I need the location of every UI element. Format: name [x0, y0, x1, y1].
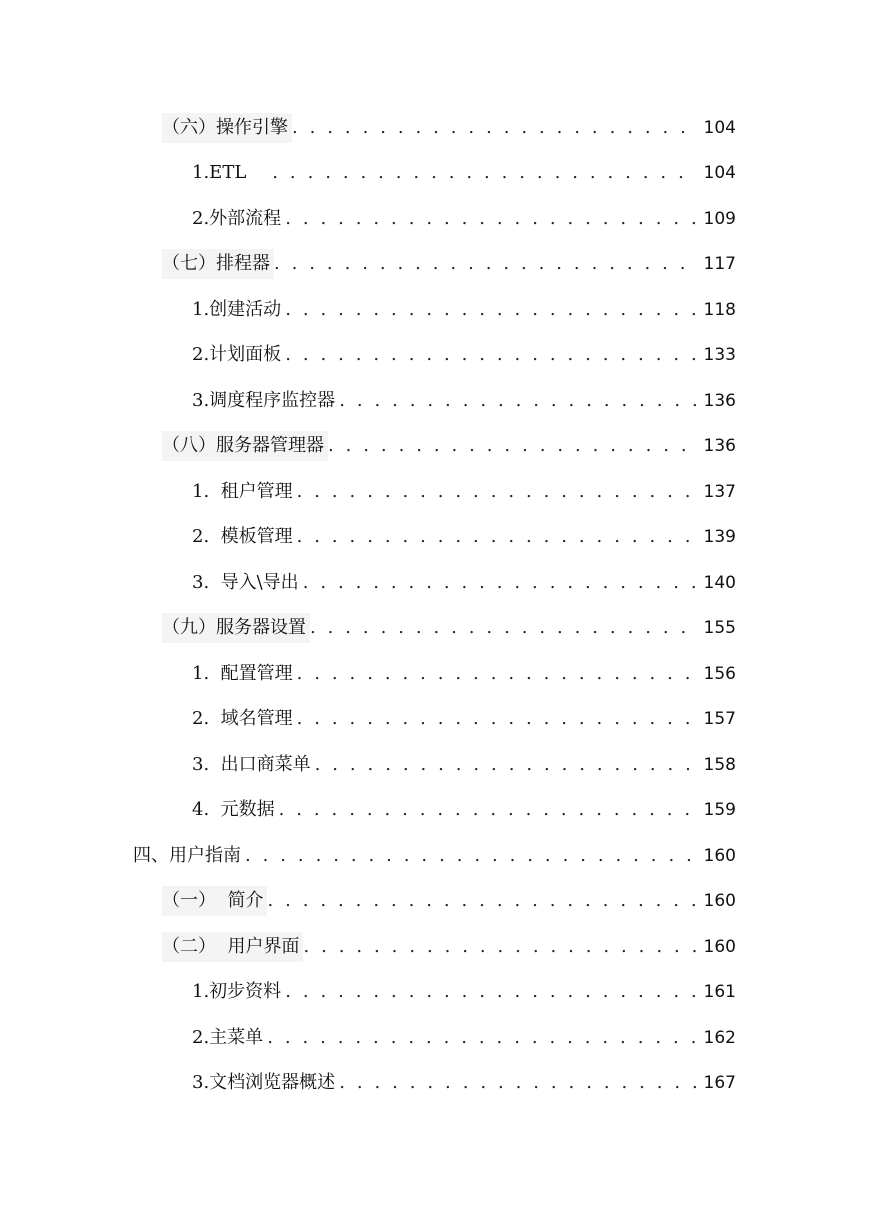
toc-entry-page: 140: [703, 573, 736, 593]
toc-leader-dots: [297, 522, 696, 552]
toc-entry[interactable]: [133, 841, 736, 871]
toc-entry-page: 156: [703, 664, 736, 684]
toc-entry[interactable]: [162, 249, 736, 279]
toc-leader-dots: [303, 568, 696, 598]
toc-entry-title: 1.初步资料: [192, 981, 282, 1002]
toc-entry-title: （二） 用户界面: [162, 932, 303, 962]
toc-entry-page: 136: [703, 391, 736, 411]
toc-entry[interactable]: [192, 977, 736, 1007]
toc-entry[interactable]: [192, 522, 736, 552]
toc-leader-dots: [303, 932, 695, 962]
toc-entry-title: 四、用户指南: [133, 845, 241, 866]
toc-leader-dots: [292, 113, 696, 143]
toc-leader-dots: [279, 795, 696, 825]
toc-entry[interactable]: [192, 1023, 736, 1053]
toc-entry-page: 155: [703, 618, 736, 638]
toc-entry-page: 161: [703, 982, 736, 1002]
toc-entry-title: 2.主菜单: [192, 1027, 264, 1048]
toc-entry-title: 3. 出口商菜单: [192, 754, 311, 775]
toc-entry-page: 109: [703, 209, 736, 229]
toc-entry-page: 118: [703, 300, 736, 320]
toc-entry[interactable]: [192, 750, 736, 780]
toc-entry-page: 167: [703, 1073, 736, 1093]
toc-entry[interactable]: [192, 1068, 736, 1098]
toc-leader-dots: [328, 431, 696, 461]
toc-entry[interactable]: [162, 431, 736, 461]
toc-leader-dots: [285, 204, 695, 234]
toc-leader-dots: [285, 340, 695, 370]
toc-entry-page: 104: [703, 118, 736, 138]
toc-entry[interactable]: [192, 568, 736, 598]
toc-entry[interactable]: [162, 886, 736, 916]
toc-entry[interactable]: [192, 340, 736, 370]
toc-entry[interactable]: [192, 477, 736, 507]
toc-leader-dots: [285, 977, 695, 1007]
toc-entry[interactable]: [162, 613, 736, 643]
toc-leader-dots: [267, 1023, 695, 1053]
toc-entry[interactable]: [192, 204, 736, 234]
toc-entry-title: 2.计划面板: [192, 344, 282, 365]
toc-entry-title: 2.外部流程: [192, 208, 282, 229]
toc-entry-title: 1.创建活动: [192, 299, 282, 320]
toc-entry-page: 137: [703, 482, 736, 502]
toc-entry-page: 158: [703, 755, 736, 775]
toc-entry-page: 133: [703, 345, 736, 365]
toc-entry-title: 4. 元数据: [192, 799, 275, 820]
toc-leader-dots: [339, 1068, 695, 1098]
toc-entry-title: 2. 域名管理: [192, 708, 293, 729]
toc-entry-page: 136: [703, 436, 736, 456]
toc-entry-page: 157: [703, 709, 736, 729]
toc-entry-title: （七）排程器: [162, 249, 274, 279]
toc-leader-dots: [245, 841, 696, 871]
toc-entry-title: 3.调度程序监控器: [192, 390, 336, 411]
toc-leader-dots: [272, 158, 695, 188]
toc-entry-page: 159: [703, 800, 736, 820]
toc-entry-title: 3. 导入\导出: [192, 572, 299, 593]
toc-leader-dots: [297, 704, 696, 734]
toc-entry-page: 160: [703, 937, 736, 957]
toc-entry-title: 1. 租户管理: [192, 481, 293, 502]
toc-leader-dots: [274, 249, 696, 279]
toc-leader-dots: [339, 386, 695, 416]
toc-entry-title: （六）操作引擎: [162, 113, 292, 143]
toc-leader-dots: [285, 295, 695, 325]
toc-entry-title: 3.文档浏览器概述: [192, 1072, 336, 1093]
toc-entry-title: 1.ETL: [192, 162, 247, 183]
toc-entry-page: 104: [703, 163, 736, 183]
toc-entry-title: 1. 配置管理: [192, 663, 293, 684]
toc-entry-page: 160: [703, 846, 736, 866]
toc-entry[interactable]: [192, 386, 736, 416]
toc-entry[interactable]: [192, 795, 736, 825]
toc-entry[interactable]: [192, 659, 736, 689]
toc-entry[interactable]: [162, 113, 736, 143]
toc-entry-page: 160: [703, 891, 736, 911]
toc-leader-dots: [310, 613, 696, 643]
toc-entry-page: 139: [703, 527, 736, 547]
toc-entry-page: 117: [703, 254, 736, 274]
toc-entry[interactable]: [192, 704, 736, 734]
toc-entry-title: （一） 简介: [162, 886, 267, 916]
toc-entry-title: 2. 模板管理: [192, 526, 293, 547]
toc-entry-page: 162: [703, 1028, 736, 1048]
toc-entry[interactable]: [192, 158, 736, 188]
toc-leader-dots: [267, 886, 695, 916]
toc-leader-dots: [297, 659, 696, 689]
toc-entry[interactable]: [192, 295, 736, 325]
toc-entry[interactable]: [162, 932, 736, 962]
toc-leader-dots: [315, 750, 696, 780]
toc-leader-dots: [297, 477, 696, 507]
toc-entry-title: （九）服务器设置: [162, 613, 310, 643]
toc-entry-title: （八）服务器管理器: [162, 431, 328, 461]
